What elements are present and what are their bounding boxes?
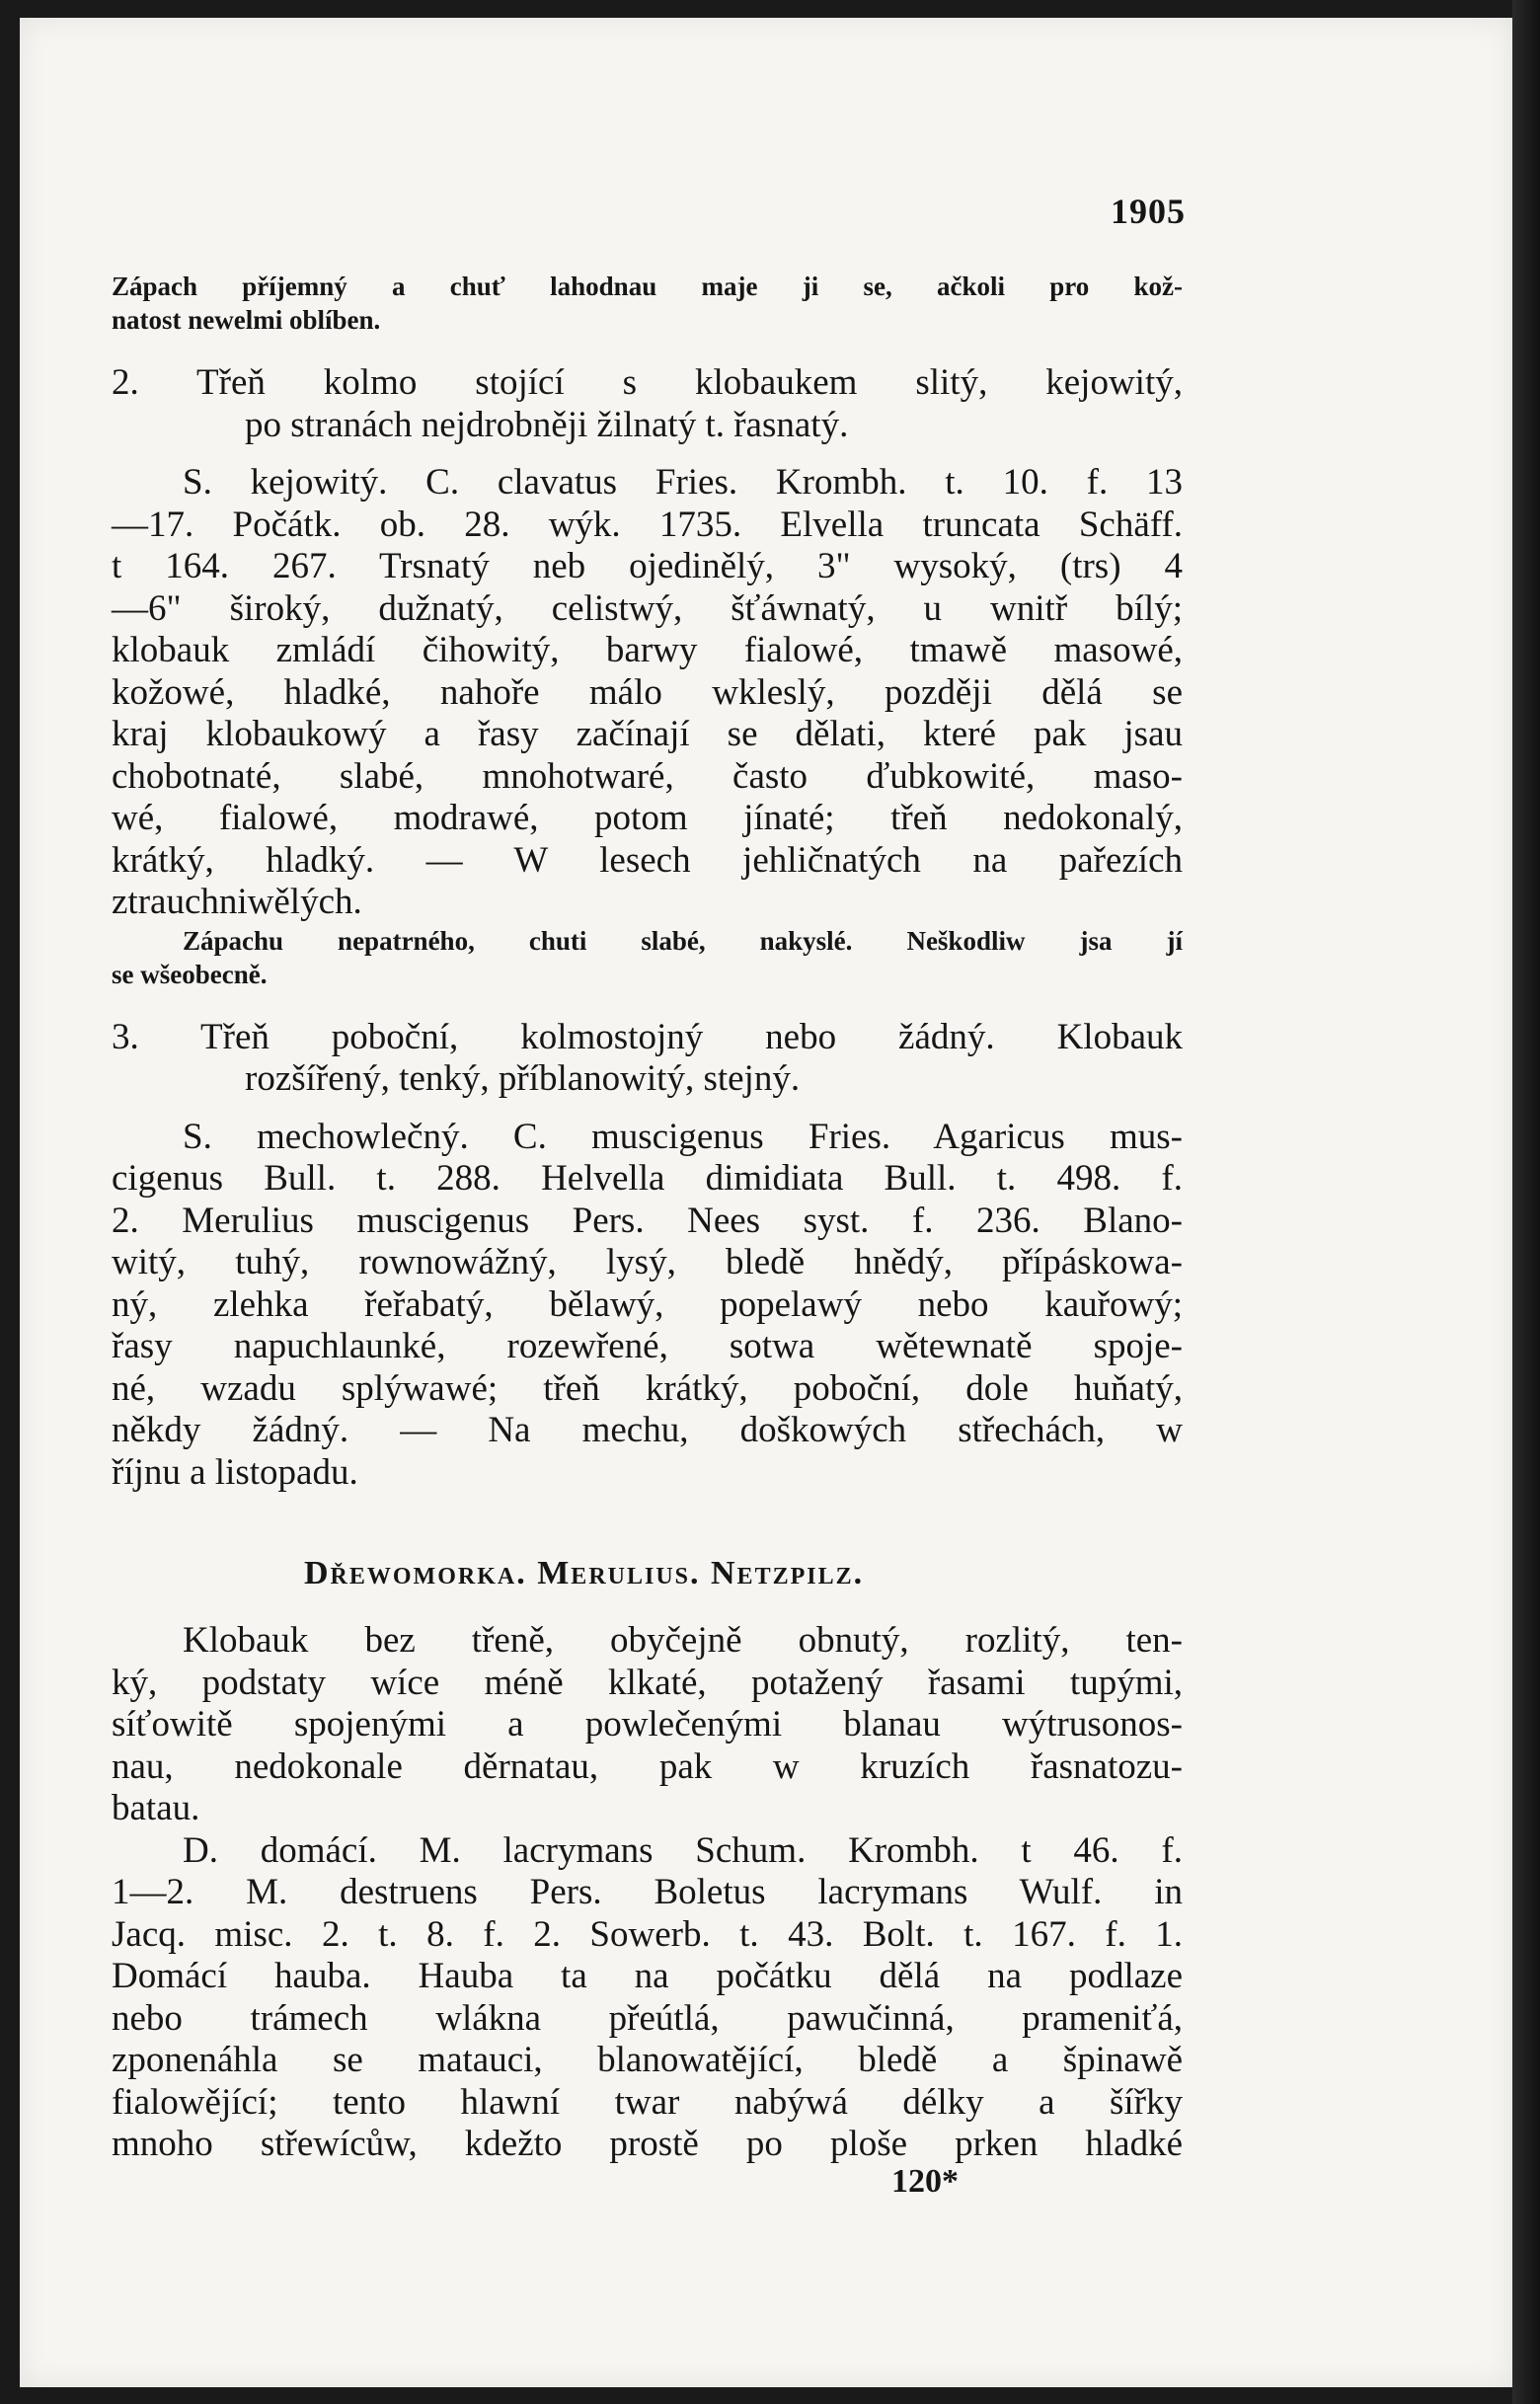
entry3-line: né, wzadu splýwawé; třeň krátký, poboční, dole huňatý, <box>112 1367 1183 1409</box>
entry2-line: —17. Počátk. ob. 28. wýk. 1735. Elvella truncata Schäff. <box>112 504 1183 545</box>
entry3-key-line-1: 3. Třeň poboční, kolmostojný nebo žádný. Klobauk <box>112 1016 1183 1057</box>
entry3-line: cigenus Bull. t. 288. Helvella dimidiata Bull. t. 498. f. <box>112 1158 1183 1199</box>
entry3-line: říjnu a listopadu. <box>112 1451 358 1493</box>
entry3-line: witý, tuhý, rownowážný, lysý, bledě hnědý, přípáskowa- <box>112 1242 1183 1282</box>
genus-line: ký, podstaty wíce méně klkaté, potažený řasami tupými, <box>112 1662 1183 1703</box>
book-page <box>20 18 1512 2387</box>
entry2-note-1: Zápachu nepatrného, chuti slabé, nakyslé. Neškodliw jsa jí <box>183 925 1183 956</box>
page-number: 1905 <box>1111 192 1186 231</box>
species-line: nebo trámech wlákna přeútlá, pawučinná, prameniťá, <box>112 1997 1183 2039</box>
entry2-line: t 164. 267. Trsnatý neb ojedinělý, 3" wysoký, (trs) 4 <box>112 546 1183 586</box>
entry2-line: ztrauchniwělých. <box>112 882 362 922</box>
entry2-key-line-1: 2. Třeň kolmo stojící s klobaukem slitý, kejowitý, <box>112 362 1183 403</box>
entry3-line: někdy žádný. — Na mechu, doškowých střechách, w <box>112 1410 1183 1450</box>
entry3-line: S. mechowlečný. C. muscigenus Fries. Agaricus mus- <box>183 1116 1183 1157</box>
entry2-line: —6" široký, dužnatý, celistwý, šťáwnatý, u wnitř bílý; <box>112 587 1183 629</box>
genus-line: síťowitě spojenými a powlečenými blanau wýtrusonos- <box>112 1704 1183 1745</box>
species-line: 1—2. M. destruens Pers. Boletus lacrymans Wulf. in <box>112 1872 1183 1912</box>
species-line: fialowějící; tento hlawní twar nabýwá délky a šířky <box>112 2081 1183 2123</box>
entry2-line: krátký, hladký. — W lesech jehličnatých na pařezích <box>112 839 1183 881</box>
species-line: Jacq. misc. 2. t. 8. f. 2. Sowerb. t. 43. Bolt. t. 167. f. 1. <box>112 1913 1183 1955</box>
entry2-note-2: se wšeobecně. <box>112 959 268 989</box>
species-line: D. domácí. M. lacrymans Schum. Krombh. t 46. f. <box>183 1829 1183 1871</box>
entry2-line: klobauk zmládí čihowitý, barwy fialowé, tmawě masowé, <box>112 630 1183 670</box>
species-line: zponenáhla se matauci, blanowatějící, bledě a špinawě <box>112 2040 1183 2080</box>
genus-heading: Dřewomorka. Merulius. Netzpilz. <box>304 1555 865 1591</box>
intro-line-2: natost newelmi oblíben. <box>112 305 381 335</box>
entry2-line: chobotnaté, slabé, mnohotwaré, často ďubkowité, maso- <box>112 755 1183 797</box>
genus-line: Klobauk bez třeně, obyčejně obnutý, rozlitý, ten- <box>183 1620 1183 1661</box>
entry2-line: wé, fialowé, modrawé, potom jínaté; třeň nedokonalý, <box>112 798 1183 838</box>
intro-line-1: Zápach příjemný a chuť lahodnau maje ji se, ačkoli pro kož- <box>112 271 1183 301</box>
entry3-line: 2. Merulius muscigenus Pers. Nees syst. f. 236. Blano- <box>112 1200 1183 1241</box>
genus-line: batau. <box>112 1788 200 1828</box>
entry2-line: kožowé, hladké, nahoře málo wkleslý, později dělá se <box>112 671 1183 713</box>
entry2-line: kraj klobaukowý a řasy začínají se dělati, které pak jsau <box>112 714 1183 754</box>
entry3-key-line-2: rozšířený, tenký, příblanowitý, stejný. <box>245 1058 801 1099</box>
entry2-line: S. kejowitý. C. clavatus Fries. Krombh. t. 10. f. 13 <box>183 462 1183 503</box>
entry3-line: řasy napuchlaunké, rozewřené, sotwa wětewnatě spoje- <box>112 1326 1183 1366</box>
printer-signature: 120* <box>891 2162 959 2200</box>
entry2-key-line-2: po stranách nejdrobněji žilnatý t. řasnatý. <box>245 404 849 445</box>
genus-line: nau, nedokonale děrnatau, pak w kruzích řasnatozu- <box>112 1745 1183 1787</box>
entry3-line: ný, zlehka řeřabatý, bělawý, popelawý nebo kauřowý; <box>112 1283 1183 1325</box>
species-line: mnoho střewícůw, kdežto prostě po ploše prken hladké <box>112 2124 1183 2164</box>
species-line: Domácí hauba. Hauba ta na počátku dělá na podlaze <box>112 1956 1183 1996</box>
page-text <box>112 270 1183 2200</box>
scan-edge <box>1512 0 1540 2404</box>
